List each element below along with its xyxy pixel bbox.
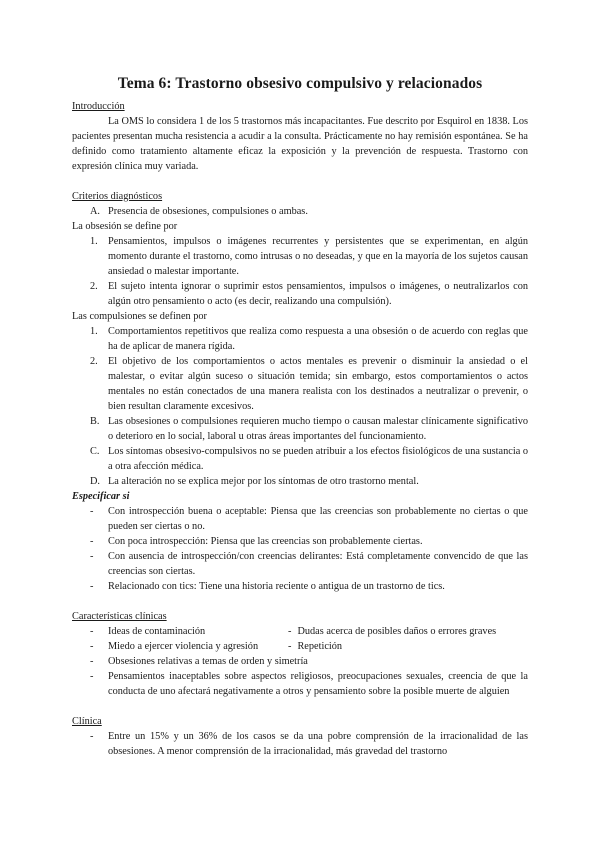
list-text: La alteración no se explica mejor por los síntomas de otro trastorno mental.	[108, 476, 419, 487]
compulsion-label: Las compulsiones se definen por	[72, 311, 207, 322]
list-marker: -	[90, 551, 94, 562]
obsesion-label: La obsesión se define por	[72, 221, 178, 232]
list-text: Miedo a ejercer violencia y agresión	[108, 641, 259, 652]
list-item	[72, 324, 528, 354]
list-item	[72, 279, 528, 309]
criterios-heading: Criterios diagnósticos	[72, 191, 163, 202]
list-item	[72, 579, 528, 594]
compulsion-list	[72, 324, 528, 414]
list-text: Pensamientos, impulsos o imágenes recurrentes y persistentes que se experimentan, en algún momento durante el trastorno, como intrusas o no deseadas, y que en la mayoría de los sujetos causan ansiedad o malestar importante.	[108, 236, 528, 277]
list-marker: C.	[90, 446, 100, 457]
list-text: Con poca introspección: Piensa que las creencias son probablemente ciertas.	[108, 536, 423, 547]
list-marker: D.	[90, 476, 101, 487]
list-item	[72, 504, 528, 534]
right-column-item	[288, 624, 496, 639]
list-text: Los síntomas obsesivo-compulsivos no se pueden atribuir a los efectos fisiológicos de una sustancia o a otra afección médica.	[108, 446, 528, 472]
list-item	[72, 729, 528, 759]
list-marker: -	[90, 536, 94, 547]
list-marker: -	[90, 731, 94, 742]
list-text: El objetivo de los comportamientos o actos mentales es prevenir o disminuir la ansiedad o el malestar, o evitar algún suceso o situación temida; sin embargo, estos comportamientos o actos mentales no están conectados de una manera realista con los destinados a neutralizar o prevenir, o bien resultan claramente excesivos.	[108, 356, 528, 412]
list-text: Relacionado con tics: Tiene una historia reciente o antigua de un trastorno de tics.	[108, 581, 445, 592]
list-marker: -	[90, 626, 94, 637]
list-text: Comportamientos repetitivos que realiza como respuesta a una obsesión o de acuerdo con reglas que ha de aplicar de manera rígida.	[108, 326, 528, 352]
list-item	[72, 234, 528, 279]
list-marker: -	[90, 671, 94, 682]
list-text: Obsesiones relativas a temas de orden y simetría	[108, 656, 308, 667]
list-text: Con introspección buena o aceptable: Piensa que las creencias son probablemente no ciertas o que pueden ser ciertas o no.	[108, 506, 528, 532]
list-marker: 2.	[90, 281, 98, 292]
list-marker: 1.	[90, 326, 98, 337]
especificar-label: Especificar si	[72, 491, 130, 502]
spacer	[72, 699, 528, 714]
page-title: Tema 6: Trastorno obsesivo compulsivo y relacionados	[117, 75, 483, 92]
list-item	[72, 474, 528, 489]
list-text: El sujeto intenta ignorar o suprimir estos pensamientos, impulsos o imágenes, o neutralizarlos con algún otro pensamiento o acto (es decir, realizando una compulsión).	[108, 281, 528, 307]
list-item	[72, 354, 528, 414]
list-marker: -	[288, 641, 292, 652]
list-marker: -	[90, 656, 94, 667]
clinica-heading: Clínica	[72, 716, 102, 727]
list-item	[72, 414, 528, 444]
document-page	[72, 74, 528, 759]
list-text: Con ausencia de introspección/con creencias delirantes: Está completamente convencido de que las creencias son ciertas.	[108, 551, 528, 577]
list-item	[72, 444, 528, 474]
spacer	[72, 174, 528, 189]
list-marker: 1.	[90, 236, 98, 247]
list-marker: 2.	[90, 356, 98, 367]
list-item	[72, 654, 528, 669]
list-marker: -	[90, 506, 94, 517]
list-text: Entre un 15% y un 36% de los casos se da una pobre comprensión de la irracionalidad de las obsesiones. A menor comprensión de la irracionalidad, más gravedad del trastorno	[108, 731, 528, 757]
list-text: Presencia de obsesiones, compulsiones o ambas.	[108, 206, 308, 217]
list-text: Las obsesiones o compulsiones requieren mucho tiempo o causan malestar clínicamente significativo o deterioro en lo social, laboral u otras áreas importantes del funcionamiento.	[108, 416, 528, 442]
criterio-a	[72, 204, 528, 219]
list-marker: -	[288, 626, 292, 637]
list-item	[72, 549, 528, 579]
intro-heading: Introducción	[72, 101, 125, 112]
list-marker: -	[90, 641, 94, 652]
list-text: Dudas acerca de posibles daños o errores graves	[297, 626, 497, 637]
letter-criteria-list	[72, 414, 528, 489]
list-text: Pensamientos inaceptables sobre aspectos religiosos, preocupaciones sexuales, creencia de que la conducta de uno afectará negativamente a otros y pensamiento sobre la posible muerte de alguien	[108, 671, 528, 697]
right-column-item	[288, 639, 342, 654]
especificar-list	[72, 504, 528, 594]
list-item	[72, 534, 528, 549]
list-marker: B.	[90, 416, 100, 427]
list-marker: A.	[90, 206, 101, 217]
obsesion-list	[72, 234, 528, 309]
two-column-row	[72, 624, 528, 639]
two-column-row	[72, 639, 528, 654]
list-text: Ideas de contaminación	[108, 626, 206, 637]
list-marker: -	[90, 581, 94, 592]
intro-paragraph: La OMS lo considera 1 de los 5 trastornos más incapacitantes. Fue descrito por Esquirol en 1838. Los pacientes presentan mucha resistencia a acudir a la consulta. Prácticamente no hay remisión espontánea. Se ha definido como tratamiento altamente eficaz la exposición y la prevención de respuesta. Trastorno con expresión clínica muy variada.	[72, 116, 528, 172]
list-item	[72, 669, 528, 699]
spacer	[72, 594, 528, 609]
list-text: Repetición	[297, 641, 343, 652]
caracteristicas-heading: Características clínicas	[72, 611, 167, 622]
